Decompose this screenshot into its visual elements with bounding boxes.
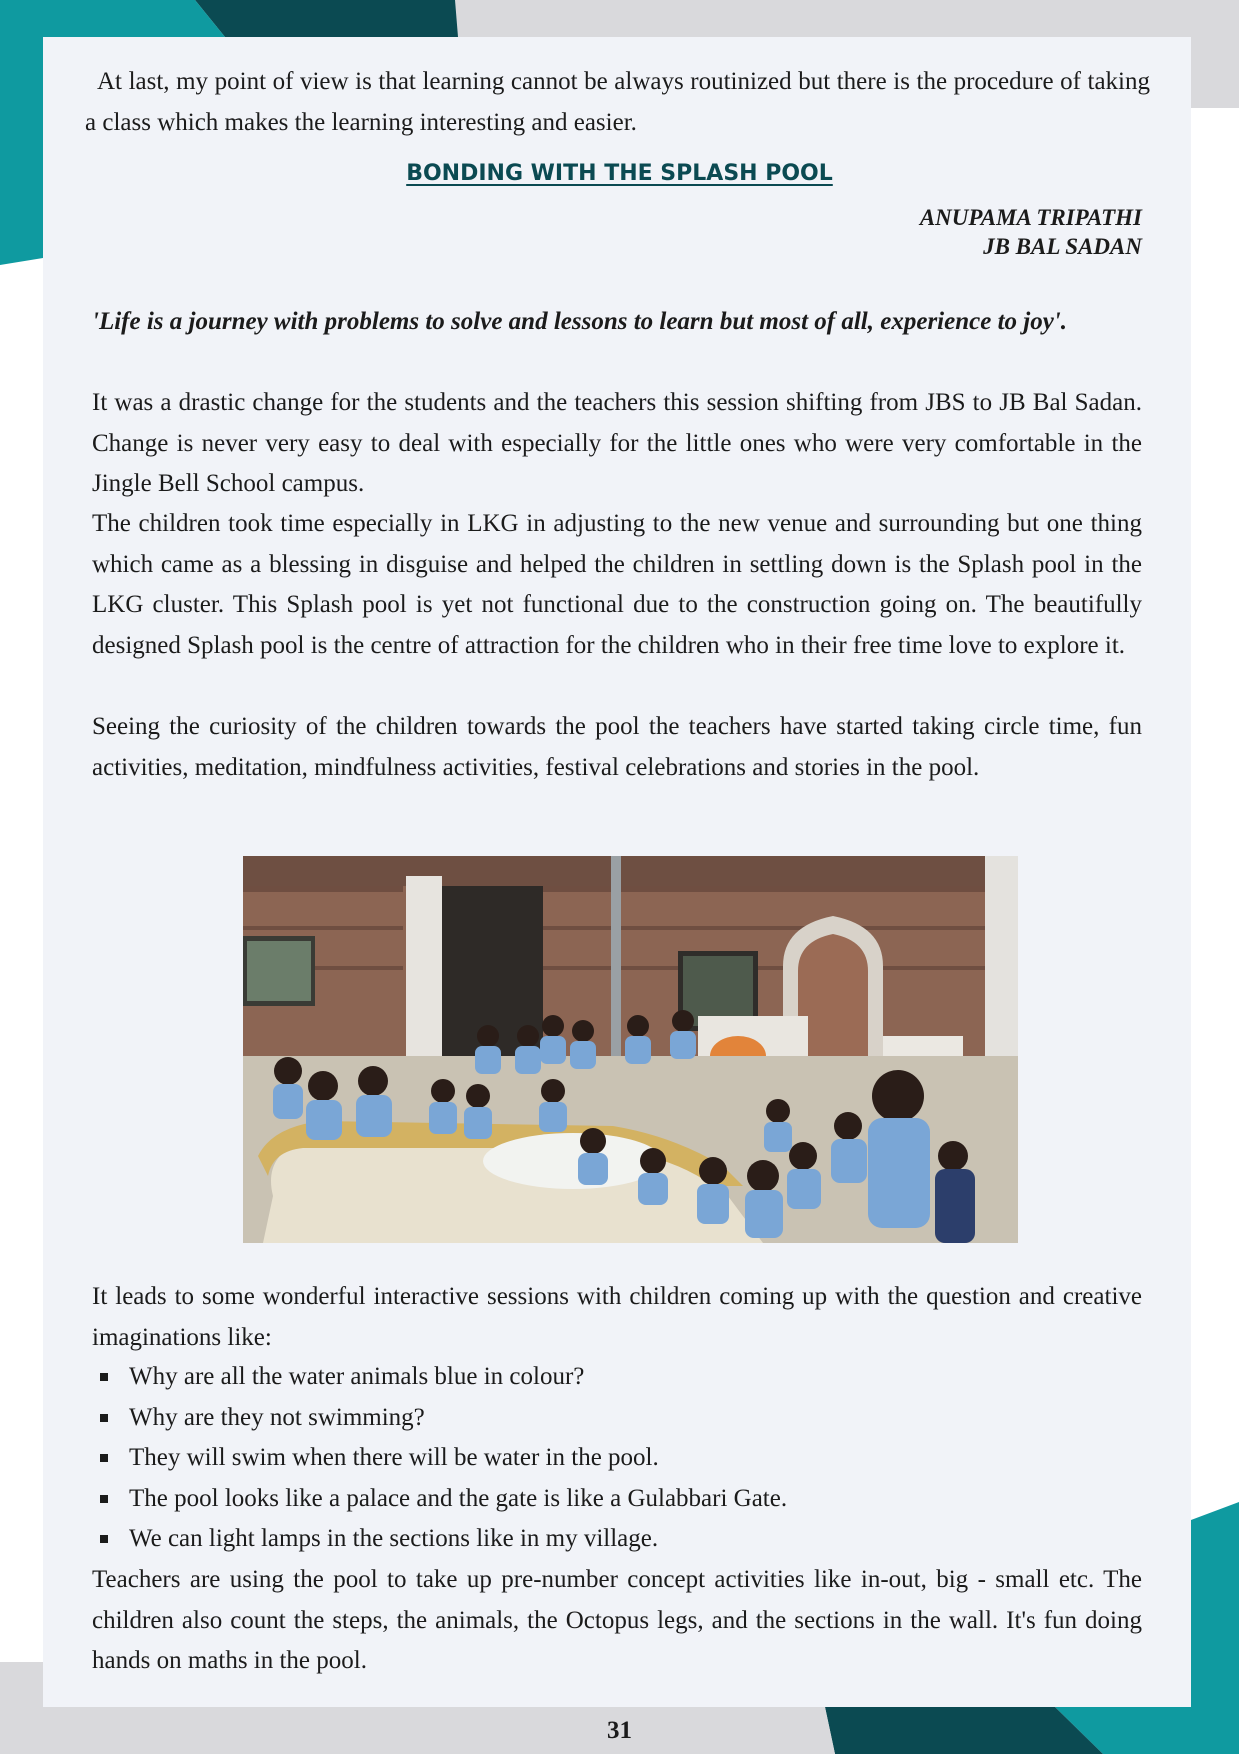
list-item: We can light lamps in the sections like in my village. xyxy=(92,1519,1142,1560)
list-item: Why are they not swimming? xyxy=(92,1398,1142,1439)
list-item: The pool looks like a palace and the gate is like a Gulabbari Gate. xyxy=(92,1479,1142,1520)
article-title-text: BONDING WITH THE SPLASH POOL xyxy=(406,161,833,186)
closing-paragraph: Teachers are using the pool to take up pre-number concept activities like in-out, big - small etc. The children also count the steps, the animals, the Octopus legs, and the sections in the wall. It's fun doing hands on maths in the pool. xyxy=(92,1566,1142,1674)
top-dark-teal-shape xyxy=(195,0,458,37)
list-item: Why are all the water animals blue in colour? xyxy=(92,1357,1142,1398)
school-name: JB BAL SADAN xyxy=(983,234,1142,259)
photo-illustration xyxy=(243,856,1018,1243)
imagination-list xyxy=(92,1357,1142,1560)
article-title xyxy=(0,161,1239,186)
opening-quote: 'Life is a journey with problems to solve and lessons to learn but most of all, experience to joy'. xyxy=(92,308,1067,335)
page-number: 31 xyxy=(607,1717,632,1744)
after-photo-paragraph: It leads to some wonderful interactive sessions with children coming up with the question and creative imaginations like: xyxy=(92,1283,1142,1351)
paragraph-2: The children took time especially in LKG in adjusting to the new venue and surrounding but one thing which came as a blessing in disguise and helped the children in settling down is the Splash pool in the LKG cluster. This Splash pool is yet not functional due to the construction going on. The beautifully designed Splash pool is the centre of attraction for the children who in their free time love to explore it. xyxy=(92,510,1142,659)
splash-pool-photo xyxy=(243,856,1018,1243)
list-item: They will swim when there will be water in the pool. xyxy=(92,1438,1142,1479)
author-name: ANUPAMA TRIPATHI xyxy=(919,205,1142,230)
intro-paragraph: At last, my point of view is that learning cannot be always routinized but there is the procedure of taking a class which makes the learning interesting and easier. xyxy=(85,68,1150,136)
paragraph-1: It was a drastic change for the students and the teachers this session shifting from JBS to JB Bal Sadan. Change is never very easy to deal with especially for the little ones who were very comfortable in the Jingle Bell School campus. xyxy=(92,389,1142,497)
paragraph-3: Seeing the curiosity of the children towards the pool the teachers have started taking circle time, fun activities, meditation, mindfulness activities, festival celebrations and stories in the pool. xyxy=(92,713,1142,781)
